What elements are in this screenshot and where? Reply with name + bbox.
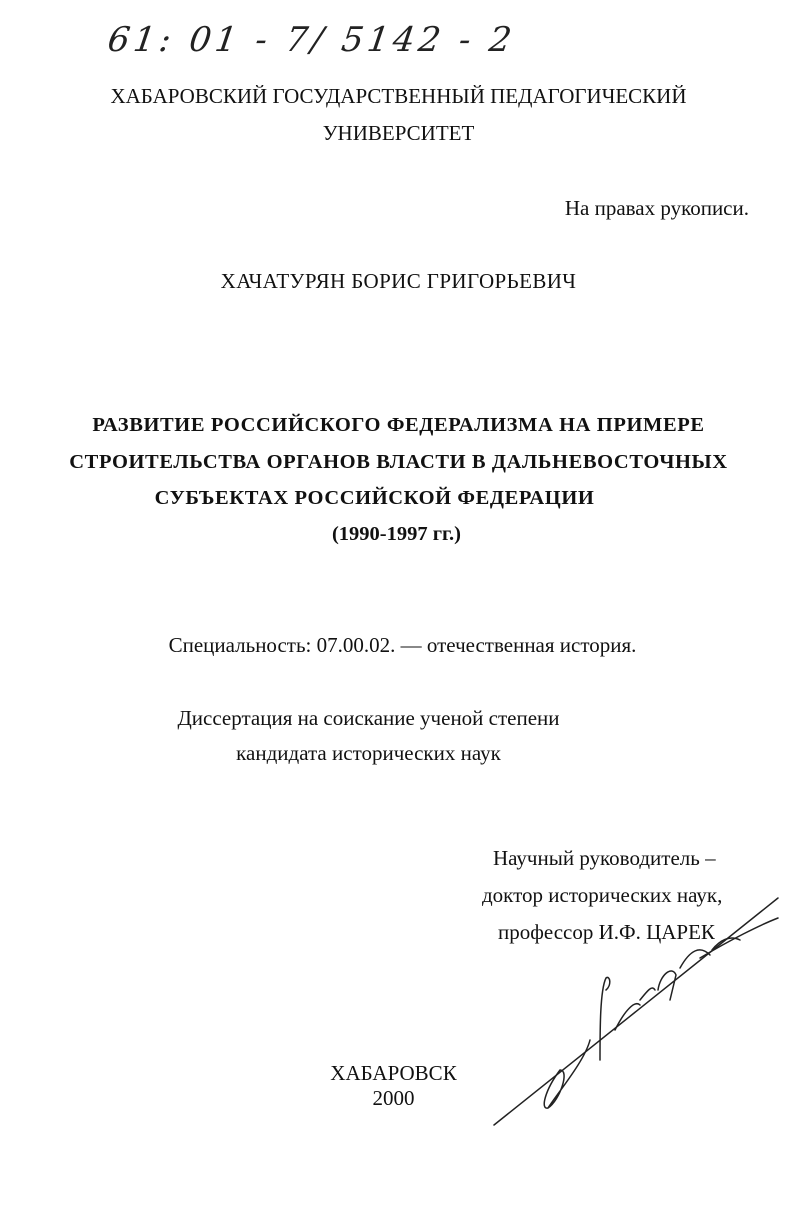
thesis-title-line3: СУБЪЕКТАХ РОССИЙСКОЙ ФЕДЕРАЦИИ [154,487,595,509]
supervisor-line3: профессор И.Ф. ЦАРЕК [498,920,715,944]
year: 2000 [372,1086,415,1110]
degree-line1: Диссертация на соискание ученой степени [177,706,560,730]
thesis-title-line2: СТРОИТЕЛЬСТВА ОРГАНОВ ВЛАСТИ В ДАЛЬНЕВОСТОЧНЫХ [69,451,728,473]
university-name-line1: ХАБАРОВСКИЙ ГОСУДАРСТВЕННЫЙ ПЕДАГОГИЧЕСКИЙ [110,84,687,108]
handwritten-archive-number: 61: 01 - 7/ 5142 - 2 [105,20,518,60]
specialty: Специальность: 07.00.02. — отечественная история. [168,633,637,657]
author-name: ХАЧАТУРЯН БОРИС ГРИГОРЬЕВИЧ [220,269,577,293]
supervisor-line2: доктор исторических наук, [482,883,723,907]
manuscript-note: На правах рукописи. [564,196,749,220]
thesis-title-years: (1990-1997 гг.) [331,523,462,545]
university-name-line2: УНИВЕРСИТЕТ [322,121,475,145]
city: ХАБАРОВСК [330,1061,457,1085]
thesis-title-line1: РАЗВИТИЕ РОССИЙСКОГО ФЕДЕРАЛИЗМА НА ПРИМЕРЕ [92,414,705,436]
supervisor-line1: Научный руководитель – [493,846,716,870]
degree-line2: кандидата исторических наук [236,741,501,765]
